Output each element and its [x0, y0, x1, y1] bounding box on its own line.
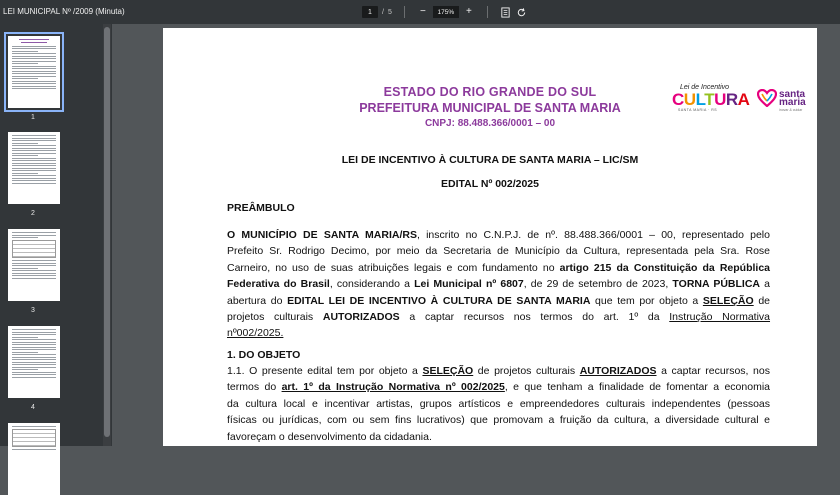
thumbnail-label: 1: [31, 114, 35, 121]
lei-incentivo-cultura-logo: Lei de Incentivo CULTURA SANTA MARIA · RS: [672, 84, 750, 112]
fit-page-icon[interactable]: [500, 7, 512, 18]
objeto-paragraph: 1.1. O presente edital tem por objeto a SELEÇÃO de projetos culturais AUTORIZADOS a captar recursos, nos termos do art. 1º da Instrução Normativa nº 002/2025, e que tenham a finalidade de fomentar a economia da cultura local e incentivar artistas, grupos artísticos e empreendedores culturais independentes (pessoas físicas ou jurídicas, com ou sem fins lucrativos) que promovam a fruição da cultura, a diversidade cultural e favoreçam o desenvolvimento da cidadania.: [227, 365, 770, 443]
thumbnail-sidebar: [0, 24, 112, 446]
header-state: ESTADO DO RIO GRANDE DO SUL: [383, 85, 597, 99]
header-prefeitura: PREFEITURA MUNICIPAL DE SANTA MARIA: [359, 101, 621, 115]
zoom-out-button[interactable]: −: [419, 6, 426, 17]
heart-icon: [757, 89, 777, 107]
page-thumbnail-4[interactable]: [8, 326, 60, 398]
thumbnail-label: 4: [31, 404, 35, 411]
toolbar-divider: [487, 6, 488, 18]
zoom-level-input[interactable]: 175%: [433, 6, 459, 18]
section-objeto-heading: 1. DO OBJETO: [227, 349, 301, 361]
page-thumbnail-1[interactable]: [8, 36, 60, 108]
thumbnail-label: 2: [31, 210, 35, 217]
page-separator: /: [382, 8, 384, 16]
zoom-in-button[interactable]: +: [465, 6, 472, 17]
page-thumbnail-3[interactable]: [8, 229, 60, 301]
total-pages: 5: [387, 8, 392, 16]
law-title: LEI DE INCENTIVO À CULTURA DE SANTA MARIA – LIC/SM: [341, 154, 639, 166]
document-title: LEI MUNICIPAL Nº /2009 (Minuta): [3, 7, 125, 16]
page-thumbnail-2[interactable]: [8, 132, 60, 204]
sidebar-scrollbar-thumb[interactable]: [104, 27, 110, 437]
toolbar-center-controls: [362, 5, 528, 19]
edital-number: EDITAL Nº 002/2025: [441, 178, 539, 190]
page-thumbnail-5[interactable]: [8, 423, 60, 495]
pdf-toolbar: [0, 0, 840, 24]
pdf-page: [163, 28, 817, 446]
rotate-icon[interactable]: [516, 7, 528, 18]
page-number-input[interactable]: 1: [362, 6, 378, 18]
header-cnpj: CNPJ: 88.488.366/0001 – 00: [424, 118, 556, 129]
document-viewer[interactable]: [112, 24, 840, 446]
santa-maria-logo: santa maria inovar & cuidar: [757, 85, 815, 115]
preambulo-paragraph: O MUNICÍPIO DE SANTA MARIA/RS, inscrito no C.N.P.J. de nº. 88.488.366/0001 – 00, representado pelo Prefeito Sr. Rodrigo Decimo, por meio da Secretaria de Município da Cultura, representada pela Sra. Rose Carneiro, no uso de suas atribuições legais e com fundamento no artigo 215 da Constituição da República Federativa do Brasil, considerando a Lei Municipal nº 6807, de 29 de setembro de 2023, TORNA PÚBLICA a abertura do EDITAL LEI DE INCENTIVO À CULTURA DE SANTA MARIA que tem por objeto a SELEÇÃO de projetos culturais AUTORIZADOS a captar recursos nos termos do art. 1º da Instrução Normativa nº002/2025.: [227, 229, 771, 340]
thumbnail-label: 3: [31, 307, 35, 314]
preambulo-heading: PREÂMBULO: [227, 202, 295, 214]
toolbar-divider: [404, 6, 405, 18]
